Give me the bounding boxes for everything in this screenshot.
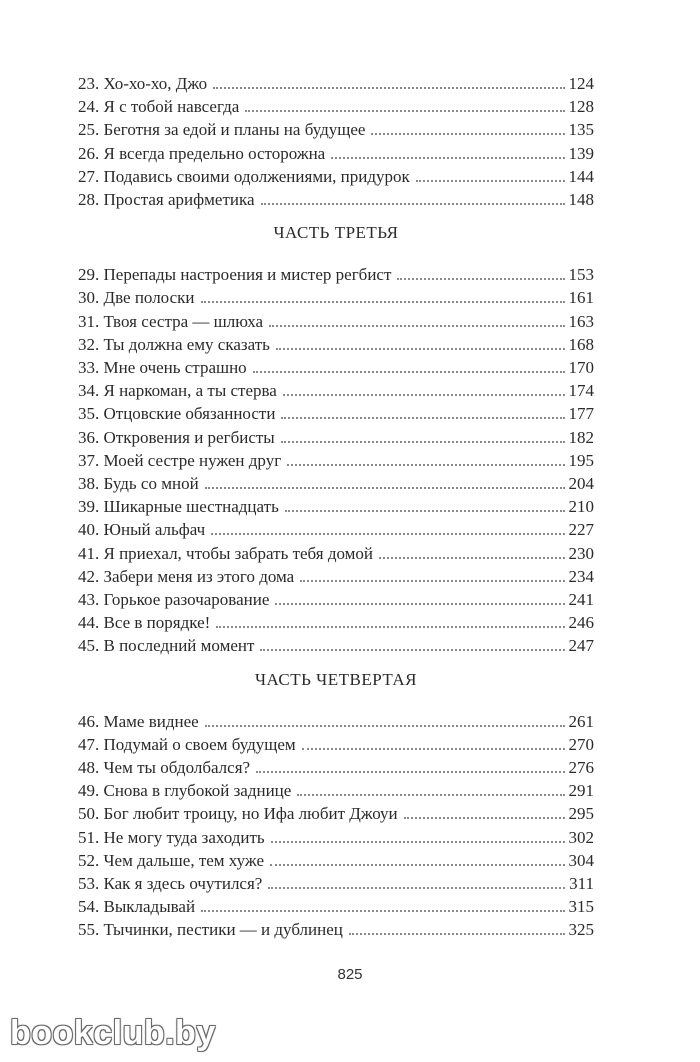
chapter-page-number: 163: [568, 311, 594, 331]
chapter-title: 43. Горькое разочарование: [78, 590, 270, 609]
chapter-page-number: 174: [568, 381, 594, 401]
dot-leader: [205, 725, 565, 727]
chapter-title: 55. Тычинки, пестики — и дублинец: [78, 920, 343, 940]
chapter-page-number: 139: [568, 143, 594, 163]
toc-entry: [78, 754, 594, 778]
chapter-title: 34. Я наркоман, а ты стерва: [78, 381, 277, 401]
toc-entry: [78, 824, 594, 848]
dot-leader: [276, 348, 565, 350]
dot-leader: [205, 487, 565, 489]
dot-leader: [271, 841, 565, 843]
dot-leader: [211, 533, 564, 535]
chapter-page-number: 304: [568, 850, 594, 870]
dot-leader: [270, 864, 565, 866]
chapter-page-number: 302: [568, 827, 594, 847]
toc-entry: [78, 308, 594, 332]
dot-leader: [260, 649, 564, 651]
chapter-title: 37. Моей сестре нужен друг: [78, 450, 282, 470]
dot-leader: [281, 417, 564, 419]
toc-entry: [78, 424, 594, 448]
chapter-title: 33. Мне очень страшно: [78, 358, 247, 377]
chapter-page-number: 276: [568, 758, 594, 777]
dot-leader: [331, 157, 564, 159]
chapter-title: 45. В последний момент: [78, 636, 255, 656]
chapter-title: 39. Шикарные шестнадцать: [78, 497, 279, 517]
dot-leader: [379, 557, 564, 559]
toc-entry: [78, 493, 594, 517]
chapter-page-number: 315: [568, 897, 594, 917]
chapter-page-number: 168: [568, 334, 594, 354]
chapter-page-number: 128: [568, 97, 594, 117]
toc-entry: [78, 93, 594, 117]
dot-leader: [281, 441, 565, 443]
toc-entry: [78, 470, 594, 494]
part-heading: ЧАСТЬ ЧЕТВЕРТАЯ: [254, 669, 418, 689]
toc-entry: [78, 870, 594, 894]
dot-leader: [201, 910, 564, 912]
chapter-title: 35. Отцовские обязанности: [78, 404, 276, 424]
dot-leader: [404, 817, 565, 819]
toc-entry: [78, 563, 594, 587]
chapter-page-number: 177: [568, 404, 594, 424]
chapter-title: 26. Я всегда предельно осторожна: [78, 143, 326, 163]
chapter-page-number: 135: [568, 120, 594, 140]
chapter-title: 32. Ты должна ему сказать: [78, 334, 270, 354]
chapter-title: 46. Маме виднее: [78, 711, 199, 731]
chapter-title: 24. Я с тобой навсегда: [78, 97, 240, 117]
toc-entry: [78, 116, 594, 140]
dot-leader: [216, 626, 564, 628]
toc-entry: [78, 400, 594, 424]
dot-leader: [285, 510, 565, 512]
watermark: bookclub.by: [10, 1014, 216, 1052]
chapter-page-number: 161: [568, 288, 594, 308]
chapter-title: 31. Твоя сестра — шлюха: [78, 311, 264, 331]
toc-entry: [78, 377, 594, 401]
dot-leader: [300, 580, 564, 582]
toc-entry: [78, 609, 594, 633]
chapter-page-number: 153: [568, 265, 594, 285]
toc-entry: [78, 261, 594, 285]
chapter-page-number: 270: [568, 734, 594, 754]
chapter-page-number: 295: [568, 804, 594, 824]
page-number: 825: [337, 966, 363, 983]
toc-entry: [78, 632, 594, 656]
toc-entry: [78, 284, 594, 308]
dot-leader: [397, 278, 564, 280]
toc-entry: [78, 354, 594, 378]
dot-leader: [268, 887, 565, 889]
chapter-title: 50. Бог любит троицу, но Ифа любит Джоуи: [78, 804, 398, 824]
dot-leader: [287, 464, 564, 466]
chapter-title: 29. Перепады настроения и мистер регбист: [78, 265, 392, 285]
dot-leader: [261, 203, 565, 205]
chapter-title: 40. Юный альфач: [78, 520, 206, 540]
chapter-title: 53. Как я здесь очутился?: [78, 874, 263, 893]
chapter-page-number: 144: [568, 166, 594, 186]
chapter-title: 38. Будь со мной: [78, 474, 199, 493]
chapter-page-number: 325: [568, 920, 594, 940]
chapter-page-number: 195: [568, 450, 594, 470]
chapter-title: 30. Две полоски: [78, 288, 195, 308]
chapter-page-number: 170: [568, 358, 594, 377]
chapter-page-number: 261: [568, 711, 594, 731]
toc-entry: [78, 186, 594, 210]
dot-leader: [283, 394, 565, 396]
chapter-page-number: 291: [568, 781, 594, 801]
toc-entry: [78, 163, 594, 187]
chapter-title: 27. Подавись своими одолжениями, придурок: [78, 166, 410, 186]
chapter-title: 54. Выкладывай: [78, 897, 196, 917]
toc-entry: [78, 586, 594, 610]
chapter-page-number: 241: [568, 590, 594, 609]
chapter-page-number: 230: [568, 543, 594, 563]
toc-entry: [78, 731, 594, 755]
dot-leader: [253, 371, 565, 373]
chapter-title: 48. Чем ты обдолбался?: [78, 758, 251, 777]
chapter-title: 52. Чем дальше, тем хуже: [78, 850, 264, 870]
chapter-title: 47. Подумай о своем будущем: [78, 734, 296, 754]
chapter-page-number: 124: [568, 74, 594, 93]
toc-entry: [78, 70, 594, 94]
chapter-title: 49. Снова в глубокой заднице: [78, 781, 292, 801]
chapter-title: 51. Не могу туда заходить: [78, 827, 265, 847]
dot-leader: [213, 87, 564, 89]
dot-leader: [275, 603, 564, 605]
dot-leader: [256, 771, 564, 773]
dot-leader: [297, 794, 564, 796]
dot-leader: [269, 325, 564, 327]
chapter-title: 44. Все в порядке!: [78, 613, 211, 633]
chapter-title: 41. Я приехал, чтобы забрать тебя домой: [78, 543, 374, 563]
part-heading: ЧАСТЬ ТРЕТЬЯ: [273, 223, 399, 243]
dot-leader: [416, 180, 565, 182]
toc-entry: [78, 516, 594, 540]
dot-leader: [302, 748, 565, 750]
chapter-page-number: 234: [568, 566, 594, 586]
toc-entry: [78, 893, 594, 917]
toc-entry: [78, 916, 594, 940]
chapter-page-number: 210: [568, 497, 594, 517]
toc-entry: [78, 331, 594, 355]
toc-entry: [78, 540, 594, 564]
toc-entry: [78, 708, 594, 732]
dot-leader: [245, 110, 564, 112]
toc-entry: [78, 800, 594, 824]
dot-leader: [349, 933, 565, 935]
chapter-page-number: 204: [568, 474, 594, 493]
toc-entry: [78, 447, 594, 471]
chapter-title: 42. Забери меня из этого дома: [78, 566, 295, 586]
toc-entry: [78, 847, 594, 871]
chapter-title: 36. Откровения и регбисты: [78, 427, 275, 447]
chapter-page-number: 246: [568, 613, 594, 633]
dot-leader: [201, 301, 565, 303]
chapter-page-number: 311: [569, 874, 594, 893]
chapter-page-number: 227: [568, 520, 594, 540]
toc-entry: [78, 140, 594, 164]
chapter-page-number: 148: [568, 190, 594, 209]
dot-leader: [371, 133, 564, 135]
chapter-title: 25. Беготня за едой и планы на будущее: [78, 120, 366, 140]
chapter-page-number: 247: [568, 636, 594, 656]
chapter-page-number: 182: [568, 427, 594, 447]
toc-entry: [78, 777, 594, 801]
chapter-title: 23. Хо-хо-хо, Джо: [78, 74, 208, 93]
chapter-title: 28. Простая арифметика: [78, 190, 255, 209]
